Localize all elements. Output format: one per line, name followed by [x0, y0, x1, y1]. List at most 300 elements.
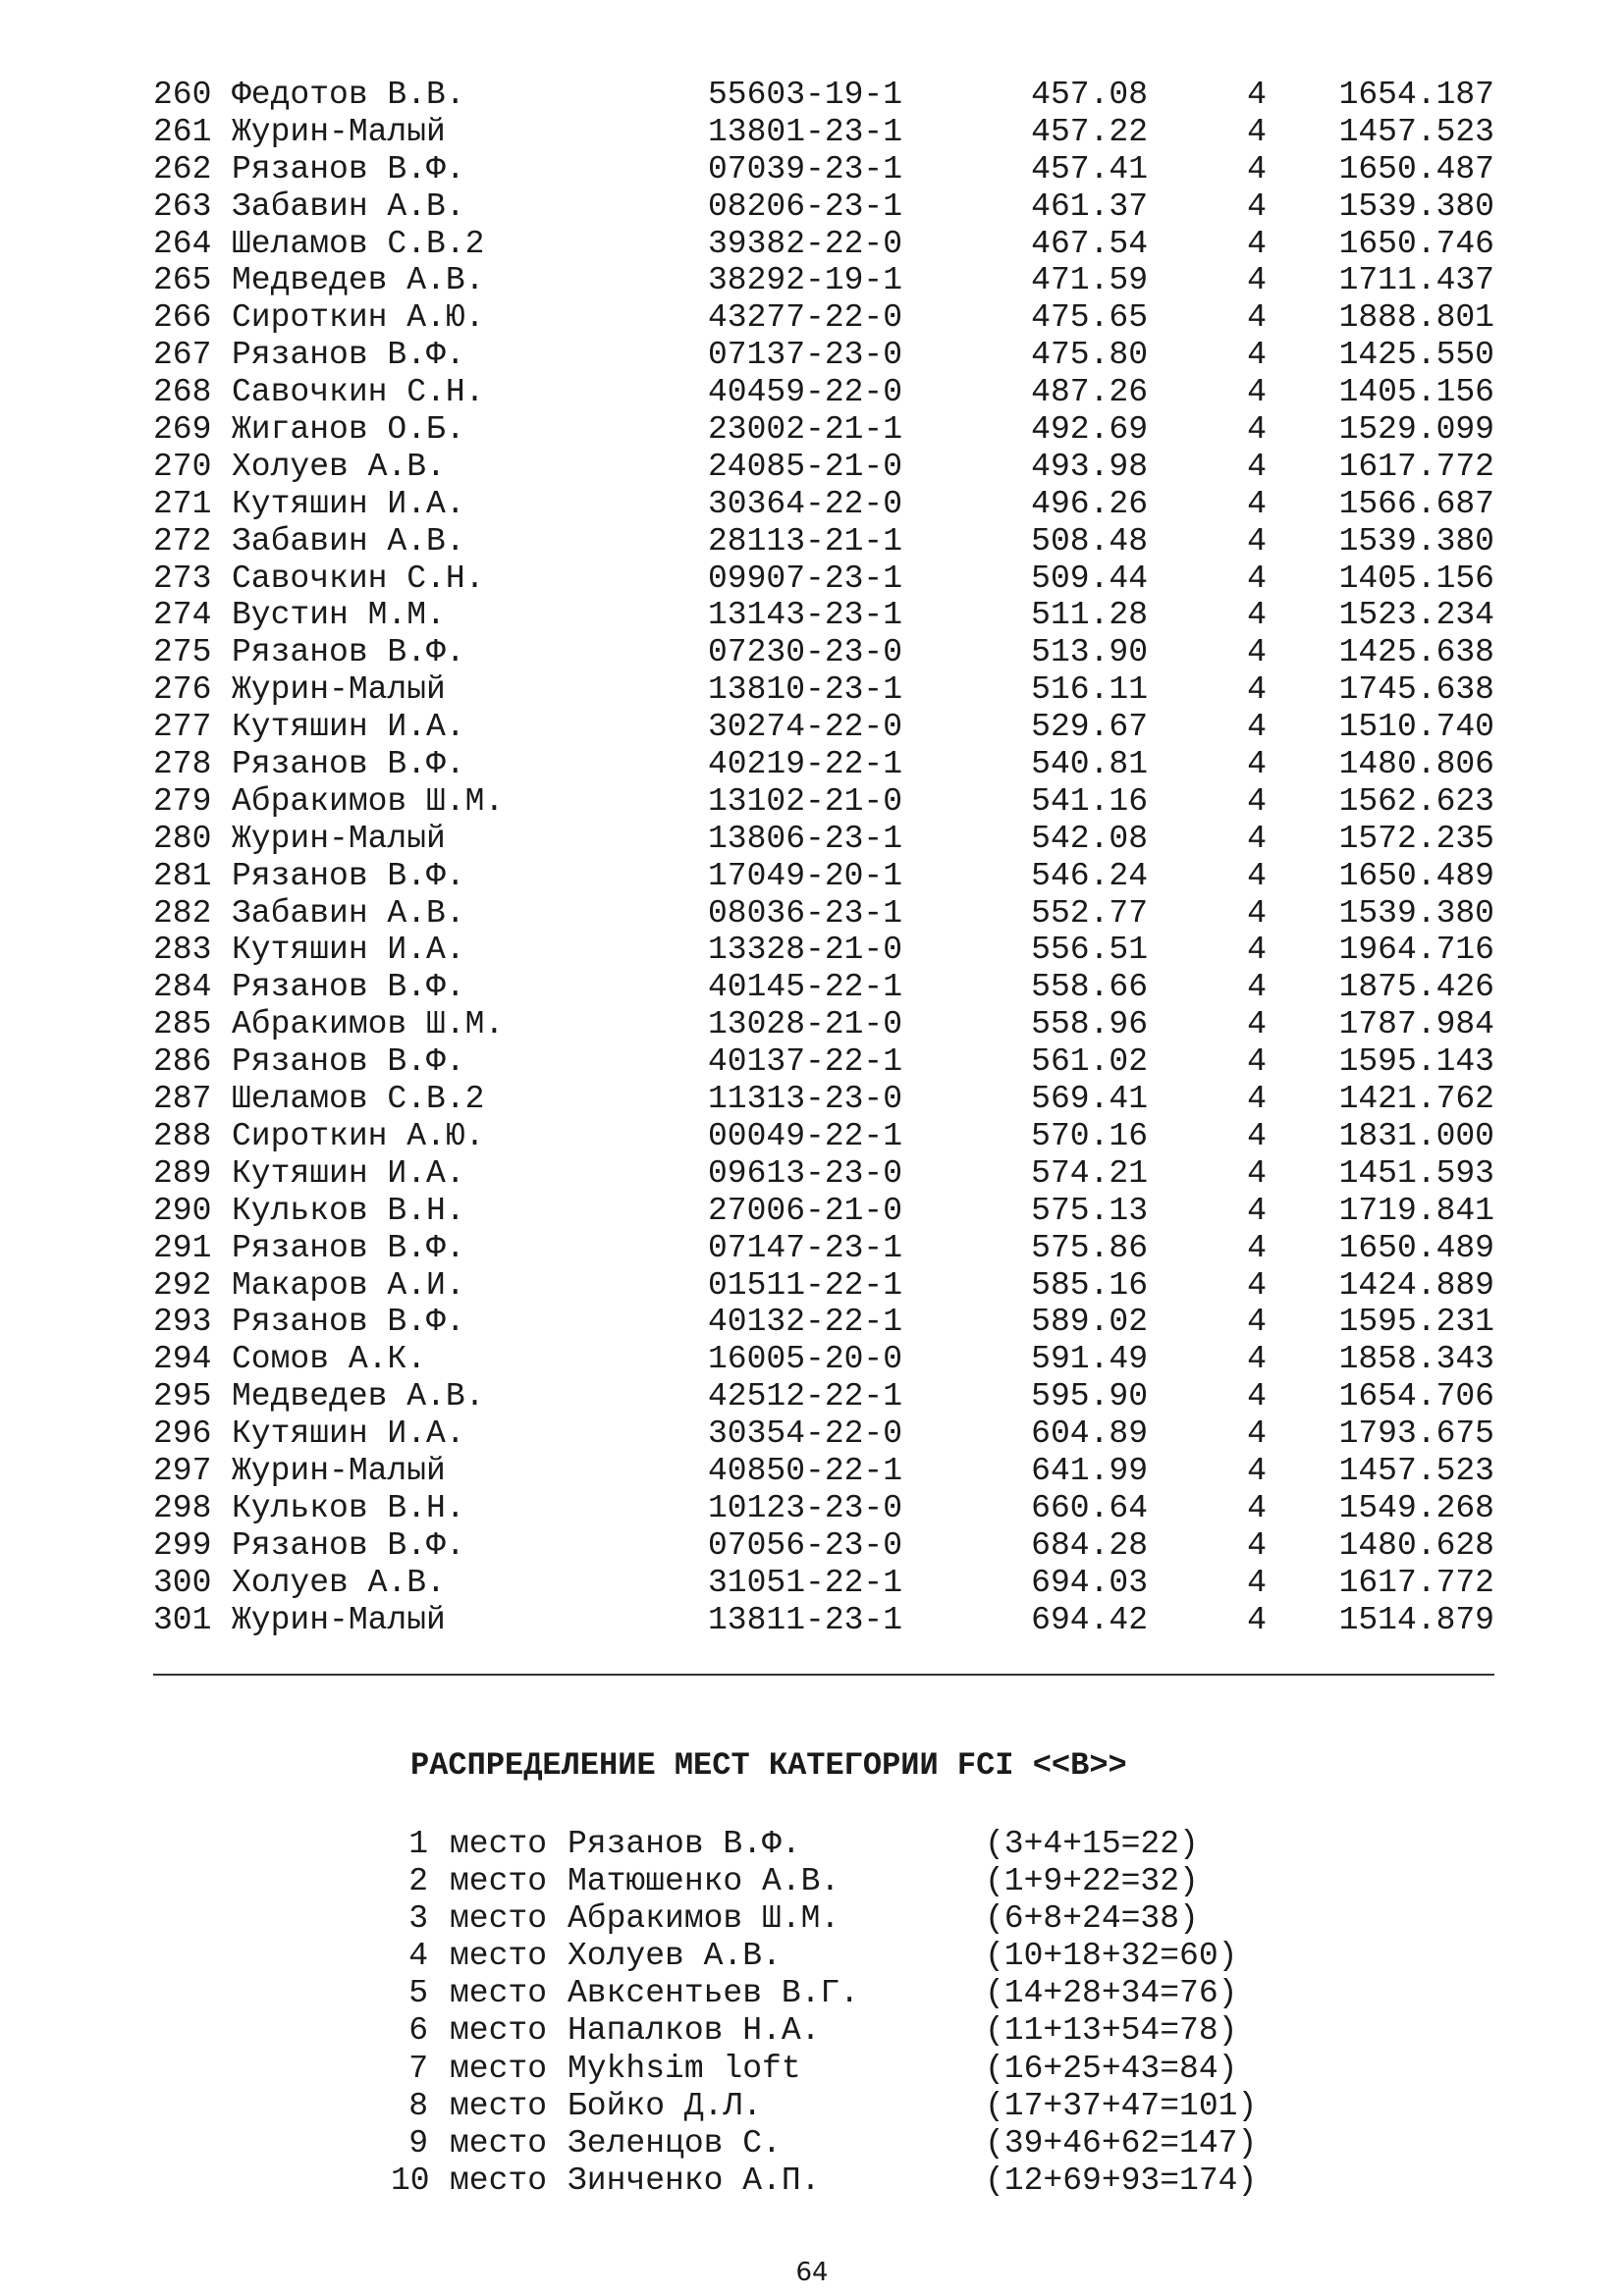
table-row	[153, 969, 1494, 1006]
table-row	[153, 783, 1494, 821]
place-name: Бойко Д.Л.	[568, 2087, 763, 2124]
distribution-heading: РАСПРЕДЕЛЕНИЕ МЕСТ КАТЕГОРИИ FCI <<B>>	[410, 1747, 1127, 1784]
points-value: 1719.841	[1338, 1192, 1494, 1229]
registration-id: 40145-22-1	[708, 969, 903, 1006]
row-number: 287	[153, 1081, 212, 1118]
table-row	[153, 1415, 1494, 1453]
table-row	[153, 1155, 1494, 1193]
place-sum: (3+4+15=22)	[985, 1826, 1199, 1862]
points-value: 1425.638	[1338, 634, 1494, 671]
registration-id: 13028-21-0	[708, 1006, 903, 1043]
handler-name: Рязанов В.Ф.	[232, 746, 465, 783]
place-number: 1	[408, 1826, 428, 1862]
time-value: 511.28	[1031, 597, 1148, 634]
time-value: 542.08	[1031, 820, 1148, 857]
table-row	[153, 1006, 1494, 1043]
handler-name: Рязанов В.Ф.	[232, 1043, 465, 1081]
row-number: 274	[153, 597, 212, 634]
row-number: 290	[153, 1192, 212, 1229]
row-number: 272	[153, 522, 212, 560]
handler-name: Забавин А.В.	[232, 522, 465, 560]
handler-name: Рязанов В.Ф.	[232, 1304, 465, 1341]
count-value: 4	[1247, 746, 1267, 783]
registration-id: 17049-20-1	[708, 857, 903, 894]
time-value: 589.02	[1031, 1304, 1148, 1341]
table-row	[153, 746, 1494, 783]
count-value: 4	[1247, 597, 1267, 634]
row-number: 286	[153, 1043, 212, 1081]
row-number: 271	[153, 485, 212, 522]
place-sum: (16+25+43=84)	[985, 2050, 1238, 2087]
count-value: 4	[1247, 1266, 1267, 1304]
registration-id: 13143-23-1	[708, 597, 903, 634]
points-value: 1711.437	[1338, 262, 1494, 299]
count-value: 4	[1247, 522, 1267, 560]
handler-name: Рязанов В.Ф.	[232, 337, 465, 374]
points-value: 1650.489	[1338, 857, 1494, 894]
registration-id: 40850-22-1	[708, 1452, 903, 1489]
points-value: 1425.550	[1338, 337, 1494, 374]
table-row	[153, 1193, 1494, 1230]
time-value: 546.24	[1031, 857, 1148, 894]
handler-name: Журин-Малый	[232, 671, 446, 709]
count-value: 4	[1247, 337, 1267, 374]
row-number: 289	[153, 1154, 212, 1192]
handler-name: Кутяшин И.А.	[232, 485, 465, 522]
row-number: 263	[153, 187, 212, 225]
time-value: 556.51	[1031, 932, 1148, 969]
handler-name: Рязанов В.Ф.	[232, 1526, 465, 1564]
registration-id: 31051-22-1	[708, 1564, 903, 1601]
registration-id: 11313-23-0	[708, 1081, 903, 1118]
table-row	[153, 561, 1494, 598]
count-value: 4	[1247, 1043, 1267, 1081]
handler-name: Рязанов В.Ф.	[232, 150, 465, 187]
row-number: 269	[153, 411, 212, 449]
results-table	[153, 77, 1494, 1638]
time-value: 457.22	[1031, 113, 1148, 150]
place-row	[391, 1975, 1274, 2012]
place-number: 10	[391, 2162, 430, 2199]
handler-name: Кульков В.Н.	[232, 1192, 465, 1229]
time-value: 570.16	[1031, 1117, 1148, 1154]
time-value: 496.26	[1031, 485, 1148, 522]
count-value: 4	[1247, 857, 1267, 894]
row-number: 288	[153, 1117, 212, 1154]
table-row	[153, 1230, 1494, 1267]
registration-id: 13806-23-1	[708, 820, 903, 857]
table-row	[153, 523, 1494, 561]
points-value: 1572.235	[1338, 820, 1494, 857]
time-value: 541.16	[1031, 782, 1148, 820]
table-row	[153, 821, 1494, 858]
table-row	[153, 1043, 1494, 1081]
time-value: 457.08	[1031, 77, 1148, 113]
place-name: Зеленцов С.	[568, 2124, 782, 2162]
points-value: 1650.489	[1338, 1229, 1494, 1266]
points-value: 1650.487	[1338, 150, 1494, 187]
place-word: место	[450, 1826, 548, 1862]
handler-name: Абракимов Ш.М.	[232, 782, 505, 820]
handler-name: Кутяшин И.А.	[232, 1415, 465, 1453]
row-number: 273	[153, 560, 212, 597]
points-value: 1539.380	[1338, 187, 1494, 225]
place-sum: (39+46+62=147)	[985, 2124, 1258, 2162]
place-sum: (17+37+47=101)	[985, 2087, 1258, 2124]
points-value: 1566.687	[1338, 485, 1494, 522]
table-row	[153, 1527, 1494, 1565]
registration-id: 07147-23-1	[708, 1229, 903, 1266]
time-value: 467.54	[1031, 225, 1148, 262]
table-row	[153, 449, 1494, 486]
registration-id: 30364-22-0	[708, 485, 903, 522]
time-value: 516.11	[1031, 671, 1148, 709]
place-sum: (14+28+34=76)	[985, 1975, 1238, 2012]
time-value: 492.69	[1031, 411, 1148, 449]
registration-id: 40219-22-1	[708, 746, 903, 783]
registration-id: 07039-23-1	[708, 150, 903, 187]
handler-name: Рязанов В.Ф.	[232, 857, 465, 894]
registration-id: 42512-22-1	[708, 1378, 903, 1415]
handler-name: Кульков В.Н.	[232, 1489, 465, 1526]
table-row	[153, 1565, 1494, 1602]
registration-id: 38292-19-1	[708, 262, 903, 299]
count-value: 4	[1247, 1304, 1267, 1341]
place-number: 3	[408, 1900, 428, 1938]
count-value: 4	[1247, 1601, 1267, 1638]
time-value: 585.16	[1031, 1266, 1148, 1304]
time-value: 529.67	[1031, 709, 1148, 746]
registration-id: 09907-23-1	[708, 560, 903, 597]
row-number: 280	[153, 820, 212, 857]
count-value: 4	[1247, 1154, 1267, 1192]
registration-id: 09613-23-0	[708, 1154, 903, 1192]
registration-id: 13811-23-1	[708, 1601, 903, 1638]
table-row	[153, 1118, 1494, 1155]
row-number: 283	[153, 932, 212, 969]
points-value: 1457.523	[1338, 113, 1494, 150]
registration-id: 08206-23-1	[708, 187, 903, 225]
handler-name: Кутяшин И.А.	[232, 709, 465, 746]
handler-name: Федотов В.В.	[232, 77, 465, 113]
table-row	[153, 1490, 1494, 1527]
place-word: место	[450, 1863, 548, 1900]
count-value: 4	[1247, 782, 1267, 820]
points-value: 1964.716	[1338, 932, 1494, 969]
registration-id: 27006-21-0	[708, 1192, 903, 1229]
place-word: место	[450, 1900, 548, 1938]
table-row	[153, 1304, 1494, 1341]
row-number: 260	[153, 77, 212, 113]
row-number: 275	[153, 634, 212, 671]
count-value: 4	[1247, 709, 1267, 746]
points-value: 1617.772	[1338, 448, 1494, 485]
points-value: 1405.156	[1338, 374, 1494, 411]
registration-id: 13102-21-0	[708, 782, 903, 820]
handler-name: Шеламов С.В.2	[232, 225, 485, 262]
handler-name: Сомов А.К.	[232, 1341, 427, 1378]
count-value: 4	[1247, 485, 1267, 522]
handler-name: Медведев А.В.	[232, 262, 485, 299]
count-value: 4	[1247, 1341, 1267, 1378]
registration-id: 16005-20-0	[708, 1341, 903, 1378]
count-value: 4	[1247, 1192, 1267, 1229]
place-word: место	[450, 2162, 548, 2199]
handler-name: Рязанов В.Ф.	[232, 634, 465, 671]
row-number: 276	[153, 671, 212, 709]
table-row	[153, 858, 1494, 895]
row-number: 262	[153, 150, 212, 187]
registration-id: 07137-23-0	[708, 337, 903, 374]
table-row	[153, 1081, 1494, 1118]
row-number: 264	[153, 225, 212, 262]
points-value: 1405.156	[1338, 560, 1494, 597]
table-row	[153, 151, 1494, 188]
table-row	[153, 262, 1494, 299]
handler-name: Абракимов Ш.М.	[232, 1006, 505, 1043]
row-number: 299	[153, 1526, 212, 1564]
count-value: 4	[1247, 299, 1267, 337]
handler-name: Журин-Малый	[232, 820, 446, 857]
place-name: Зинченко А.П.	[568, 2162, 821, 2199]
handler-name: Макаров А.И.	[232, 1266, 465, 1304]
place-name: Рязанов В.Ф.	[568, 1826, 801, 1862]
time-value: 684.28	[1031, 1526, 1148, 1564]
place-sum: (6+8+24=38)	[985, 1900, 1199, 1938]
registration-id: 40459-22-0	[708, 374, 903, 411]
count-value: 4	[1247, 1564, 1267, 1601]
row-number: 266	[153, 299, 212, 337]
time-value: 487.26	[1031, 374, 1148, 411]
points-value: 1523.234	[1338, 597, 1494, 634]
place-sum: (11+13+54=78)	[985, 2012, 1238, 2050]
row-number: 294	[153, 1341, 212, 1378]
points-value: 1617.772	[1338, 1564, 1494, 1601]
registration-id: 23002-21-1	[708, 411, 903, 449]
count-value: 4	[1247, 374, 1267, 411]
count-value: 4	[1247, 820, 1267, 857]
count-value: 4	[1247, 1006, 1267, 1043]
table-row	[153, 671, 1494, 709]
place-name: Абракимов Ш.М.	[568, 1900, 840, 1938]
table-row	[153, 634, 1494, 671]
time-value: 540.81	[1031, 746, 1148, 783]
points-value: 1514.879	[1338, 1601, 1494, 1638]
points-value: 1539.380	[1338, 894, 1494, 932]
count-value: 4	[1247, 560, 1267, 597]
time-value: 574.21	[1031, 1154, 1148, 1192]
points-value: 1480.806	[1338, 746, 1494, 783]
place-row	[391, 1938, 1274, 1975]
points-value: 1562.623	[1338, 782, 1494, 820]
table-row	[153, 374, 1494, 411]
place-row	[391, 1900, 1274, 1938]
points-value: 1888.801	[1338, 299, 1494, 337]
table-row	[153, 597, 1494, 634]
place-word: место	[450, 2012, 548, 2050]
place-name: Mykhsim loft	[568, 2050, 801, 2087]
place-number: 5	[408, 1975, 428, 2012]
points-value: 1654.187	[1338, 77, 1494, 113]
time-value: 493.98	[1031, 448, 1148, 485]
row-number: 278	[153, 746, 212, 783]
points-value: 1510.740	[1338, 709, 1494, 746]
registration-id: 13801-23-1	[708, 113, 903, 150]
table-row	[153, 1341, 1494, 1378]
row-number: 295	[153, 1378, 212, 1415]
points-value: 1529.099	[1338, 411, 1494, 449]
handler-name: Рязанов В.Ф.	[232, 969, 465, 1006]
time-value: 508.48	[1031, 522, 1148, 560]
row-number: 296	[153, 1415, 212, 1453]
place-number: 9	[408, 2124, 428, 2162]
places-list	[391, 1826, 1274, 2200]
points-value: 1451.593	[1338, 1154, 1494, 1192]
place-row	[391, 2051, 1274, 2088]
points-value: 1831.000	[1338, 1117, 1494, 1154]
count-value: 4	[1247, 448, 1267, 485]
handler-name: Забавин А.В.	[232, 187, 465, 225]
table-row	[153, 1602, 1494, 1639]
time-value: 475.65	[1031, 299, 1148, 337]
row-number: 291	[153, 1229, 212, 1266]
time-value: 604.89	[1031, 1415, 1148, 1453]
place-row	[391, 2163, 1274, 2200]
row-number: 282	[153, 894, 212, 932]
place-row	[391, 2012, 1274, 2050]
points-value: 1421.762	[1338, 1081, 1494, 1118]
points-value: 1650.746	[1338, 225, 1494, 262]
registration-id: 39382-22-0	[708, 225, 903, 262]
points-value: 1457.523	[1338, 1452, 1494, 1489]
points-value: 1595.143	[1338, 1043, 1494, 1081]
place-number: 2	[408, 1863, 428, 1900]
count-value: 4	[1247, 262, 1267, 299]
handler-name: Забавин А.В.	[232, 894, 465, 932]
count-value: 4	[1247, 969, 1267, 1006]
place-name: Авксентьев В.Г.	[568, 1975, 860, 2012]
count-value: 4	[1247, 932, 1267, 969]
registration-id: 08036-23-1	[708, 894, 903, 932]
points-value: 1424.889	[1338, 1266, 1494, 1304]
place-word: место	[450, 2087, 548, 2124]
count-value: 4	[1247, 411, 1267, 449]
handler-name: Рязанов В.Ф.	[232, 1229, 465, 1266]
table-row	[153, 1453, 1494, 1490]
time-value: 575.13	[1031, 1192, 1148, 1229]
points-value: 1595.231	[1338, 1304, 1494, 1341]
count-value: 4	[1247, 1415, 1267, 1453]
handler-name: Журин-Малый	[232, 1452, 446, 1489]
handler-name: Сироткин А.Ю.	[232, 1117, 485, 1154]
row-number: 284	[153, 969, 212, 1006]
time-value: 694.42	[1031, 1601, 1148, 1638]
place-word: место	[450, 1975, 548, 2012]
time-value: 461.37	[1031, 187, 1148, 225]
table-row	[153, 114, 1494, 151]
registration-id: 10123-23-0	[708, 1489, 903, 1526]
count-value: 4	[1247, 1081, 1267, 1118]
handler-name: Вустин М.М.	[232, 597, 446, 634]
section-divider	[153, 1674, 1494, 1676]
points-value: 1549.268	[1338, 1489, 1494, 1526]
count-value: 4	[1247, 1117, 1267, 1154]
place-word: место	[450, 2050, 548, 2087]
handler-name: Медведев А.В.	[232, 1378, 485, 1415]
time-value: 471.59	[1031, 262, 1148, 299]
time-value: 694.03	[1031, 1564, 1148, 1601]
points-value: 1480.628	[1338, 1526, 1494, 1564]
row-number: 261	[153, 113, 212, 150]
place-number: 8	[408, 2087, 428, 2124]
place-sum: (12+69+93=174)	[985, 2162, 1258, 2199]
place-word: место	[450, 2124, 548, 2162]
points-value: 1793.675	[1338, 1415, 1494, 1453]
row-number: 281	[153, 857, 212, 894]
table-row	[153, 337, 1494, 374]
table-row	[153, 411, 1494, 449]
time-value: 595.90	[1031, 1378, 1148, 1415]
count-value: 4	[1247, 894, 1267, 932]
handler-name: Савочкин С.Н.	[232, 560, 485, 597]
table-row	[153, 1378, 1494, 1415]
count-value: 4	[1247, 187, 1267, 225]
time-value: 660.64	[1031, 1489, 1148, 1526]
time-value: 558.96	[1031, 1006, 1148, 1043]
row-number: 298	[153, 1489, 212, 1526]
count-value: 4	[1247, 1489, 1267, 1526]
row-number: 265	[153, 262, 212, 299]
count-value: 4	[1247, 150, 1267, 187]
place-row	[391, 1863, 1274, 1900]
row-number: 268	[153, 374, 212, 411]
table-row	[153, 486, 1494, 523]
row-number: 270	[153, 448, 212, 485]
registration-id: 40132-22-1	[708, 1304, 903, 1341]
time-value: 513.90	[1031, 634, 1148, 671]
table-row	[153, 226, 1494, 263]
registration-id: 30354-22-0	[708, 1415, 903, 1453]
registration-id: 07230-23-0	[708, 634, 903, 671]
place-row	[391, 2125, 1274, 2163]
points-value: 1875.426	[1338, 969, 1494, 1006]
row-number: 279	[153, 782, 212, 820]
count-value: 4	[1247, 225, 1267, 262]
points-value: 1858.343	[1338, 1341, 1494, 1378]
handler-name: Шеламов С.В.2	[232, 1081, 485, 1118]
time-value: 558.66	[1031, 969, 1148, 1006]
row-number: 285	[153, 1006, 212, 1043]
page-number: 64	[795, 2258, 829, 2287]
points-value: 1539.380	[1338, 522, 1494, 560]
table-row	[153, 895, 1494, 933]
place-word: место	[450, 1938, 548, 1975]
handler-name: Савочкин С.Н.	[232, 374, 485, 411]
handler-name: Кутяшин И.А.	[232, 1154, 465, 1192]
registration-id: 13328-21-0	[708, 932, 903, 969]
count-value: 4	[1247, 77, 1267, 113]
row-number: 297	[153, 1452, 212, 1489]
registration-id: 13810-23-1	[708, 671, 903, 709]
handler-name: Сироткин А.Ю.	[232, 299, 485, 337]
points-value: 1745.638	[1338, 671, 1494, 709]
place-row	[391, 1826, 1274, 1863]
registration-id: 30274-22-0	[708, 709, 903, 746]
place-name: Холуев А.В.	[568, 1938, 782, 1975]
place-number: 6	[408, 2012, 428, 2050]
place-sum: (1+9+22=32)	[985, 1863, 1199, 1900]
registration-id: 01511-22-1	[708, 1266, 903, 1304]
